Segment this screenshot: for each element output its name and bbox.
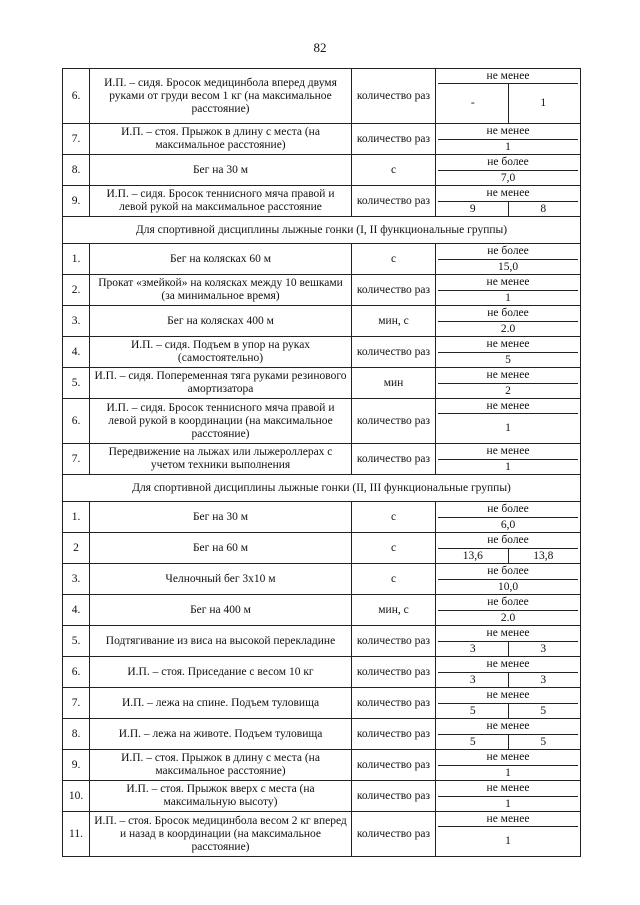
value-1: 2.0: [500, 322, 516, 335]
value-1: 1: [505, 140, 511, 153]
criterion-label: не более: [438, 533, 578, 549]
value-wrapper: [438, 306, 578, 336]
test-description: И.П. – лежа на животе. Подъем туловища: [90, 719, 352, 750]
row-number: 8.: [63, 719, 90, 750]
value-cell: [436, 186, 581, 217]
table-row: [63, 812, 581, 857]
value-wrapper: [438, 533, 578, 563]
criterion-label: не более: [438, 155, 578, 171]
value-row: [438, 766, 578, 780]
row-number: 6.: [63, 69, 90, 124]
test-description: Бег на колясках 400 м: [90, 306, 352, 337]
value-cell: [436, 155, 581, 186]
unit-cell: количество раз: [352, 812, 436, 857]
criterion-label: не менее: [438, 812, 578, 827]
value-wrapper: [438, 750, 578, 780]
criterion-label: не менее: [438, 368, 578, 384]
standards-table: [62, 68, 581, 857]
row-number: 4.: [63, 337, 90, 368]
value-1: 5: [505, 353, 511, 366]
criterion-label: не менее: [438, 719, 578, 735]
test-description: Бег на 30 м: [90, 155, 352, 186]
test-description: И.П. – сидя. Бросок медицинбола вперед двумя руками от груди весом 1 кг (на максимальное расстояние): [90, 69, 352, 124]
value-cell: [436, 306, 581, 337]
row-number: 7.: [63, 444, 90, 475]
unit-cell: с: [352, 502, 436, 533]
table-row: [63, 368, 581, 399]
section-heading: Для спортивной дисциплины лыжные гонки (II, III функциональные группы): [63, 475, 581, 502]
unit-cell: мин, с: [352, 595, 436, 626]
unit-cell: с: [352, 244, 436, 275]
value-1: 2: [505, 384, 511, 397]
value-row: [438, 797, 578, 811]
criterion-label: не более: [438, 564, 578, 580]
value-1: 2.0: [500, 611, 516, 624]
value-row: [438, 414, 578, 443]
value-cell: [436, 781, 581, 812]
value-1: 10,0: [497, 580, 519, 593]
table-body: [63, 69, 581, 857]
value-cell: [436, 124, 581, 155]
value-cell: [436, 444, 581, 475]
row-number: 2.: [63, 275, 90, 306]
test-description: И.П. – стоя. Прыжок в длину с места (на максимальное расстояние): [90, 124, 352, 155]
value-row: [438, 642, 578, 656]
value-2: 3: [508, 642, 579, 656]
value-row: [438, 673, 578, 687]
unit-cell: мин, с: [352, 306, 436, 337]
value-row: [438, 735, 578, 749]
value-cell: [436, 657, 581, 688]
unit-cell: количество раз: [352, 124, 436, 155]
value-row: [438, 580, 578, 594]
value-2: 3: [508, 673, 579, 687]
value-cell: [436, 812, 581, 857]
value-1: 5: [469, 735, 476, 748]
value-wrapper: [438, 368, 578, 398]
value-1: -: [470, 97, 475, 109]
criterion-label: не менее: [438, 444, 578, 460]
value-1: 3: [469, 673, 476, 686]
value-row: [438, 704, 578, 718]
unit-cell: количество раз: [352, 657, 436, 688]
value-cell: [436, 69, 581, 124]
value-cell: [436, 368, 581, 399]
value-cell: [436, 275, 581, 306]
criterion-label: не менее: [438, 750, 578, 766]
test-description: Бег на колясках 60 м: [90, 244, 352, 275]
row-number: 7.: [63, 124, 90, 155]
table-row: [63, 124, 581, 155]
row-number: 6.: [63, 399, 90, 444]
row-number: 7.: [63, 688, 90, 719]
value-1: 1: [505, 460, 511, 473]
section-heading: Для спортивной дисциплины лыжные гонки (I, II функциональные группы): [63, 217, 581, 244]
value-row: [438, 322, 578, 336]
test-description: И.П. – стоя. Прыжок в длину с места (на максимальное расстояние): [90, 750, 352, 781]
test-description: Бег на 30 м: [90, 502, 352, 533]
unit-cell: количество раз: [352, 337, 436, 368]
section-row: [63, 475, 581, 502]
value-cell: [436, 502, 581, 533]
value-wrapper: [438, 657, 578, 687]
value-1: 9: [469, 202, 476, 215]
value-wrapper: [438, 502, 578, 532]
value-wrapper: [438, 124, 578, 154]
criterion-label: не менее: [438, 275, 578, 291]
value-1: 15,0: [497, 260, 519, 273]
row-number: 2: [63, 533, 90, 564]
row-number: 1.: [63, 502, 90, 533]
value-row: [438, 353, 578, 367]
test-description: И.П. – стоя. Приседание с весом 10 кг: [90, 657, 352, 688]
test-description: И.П. – сидя. Попеременная тяга руками резинового амортизатора: [90, 368, 352, 399]
test-description: И.П. – лежа на спине. Подъем туловища: [90, 688, 352, 719]
value-1: 7,0: [500, 171, 516, 184]
table-row: [63, 657, 581, 688]
value-row: [438, 518, 578, 532]
table-row: [63, 155, 581, 186]
value-cell: [436, 337, 581, 368]
row-number: 5.: [63, 626, 90, 657]
value-row: [438, 827, 578, 856]
table-row: [63, 275, 581, 306]
test-description: Челночный бег 3х10 м: [90, 564, 352, 595]
value-wrapper: [438, 688, 578, 718]
unit-cell: количество раз: [352, 719, 436, 750]
row-number: 3.: [63, 306, 90, 337]
value-2: 13,8: [508, 549, 579, 563]
unit-cell: количество раз: [352, 750, 436, 781]
value-row: [438, 140, 578, 154]
criterion-label: не менее: [438, 657, 578, 673]
value-wrapper: [438, 626, 578, 656]
row-number: 10.: [63, 781, 90, 812]
value-row: [438, 260, 578, 274]
row-number: 9.: [63, 750, 90, 781]
value-wrapper: [438, 781, 578, 811]
table-row: [63, 781, 581, 812]
table-row: [63, 750, 581, 781]
value-1: 1: [505, 422, 511, 434]
value-wrapper: [438, 719, 578, 749]
test-description: Подтягивание из виса на высокой перекладине: [90, 626, 352, 657]
value-cell: [436, 595, 581, 626]
value-cell: [436, 626, 581, 657]
row-number: 4.: [63, 595, 90, 626]
value-2: 1: [508, 84, 579, 123]
table-row: [63, 564, 581, 595]
value-wrapper: [438, 244, 578, 274]
criterion-label: не менее: [438, 781, 578, 797]
table-row: [63, 186, 581, 217]
value-row: [438, 84, 578, 123]
value-1: 1: [505, 797, 511, 810]
value-1: 6,0: [500, 518, 516, 531]
criterion-label: не менее: [438, 186, 578, 202]
value-1: 1: [505, 835, 511, 847]
criterion-label: не более: [438, 595, 578, 611]
table-row: [63, 719, 581, 750]
table-row: [63, 69, 581, 124]
value-wrapper: [438, 564, 578, 594]
value-wrapper: [438, 399, 578, 443]
value-cell: [436, 750, 581, 781]
value-cell: [436, 688, 581, 719]
value-1: 5: [469, 704, 476, 717]
unit-cell: количество раз: [352, 186, 436, 217]
criterion-label: не менее: [438, 626, 578, 642]
criterion-label: не более: [438, 306, 578, 322]
table-row: [63, 688, 581, 719]
criterion-label: не менее: [438, 337, 578, 353]
table-row: [63, 444, 581, 475]
row-number: 3.: [63, 564, 90, 595]
test-description: И.П. – сидя. Бросок теннисного мяча правой и левой рукой на максимальное расстояние: [90, 186, 352, 217]
row-number: 8.: [63, 155, 90, 186]
value-cell: [436, 564, 581, 595]
page-number: 82: [313, 40, 327, 55]
value-cell: [436, 244, 581, 275]
value-1: 1: [505, 766, 511, 779]
value-row: [438, 611, 578, 625]
criterion-label: не более: [438, 244, 578, 260]
test-description: И.П. – сидя. Бросок теннисного мяча правой и левой рукой в координации (на максимальное расстояние): [90, 399, 352, 444]
value-wrapper: [438, 275, 578, 305]
table-row: [63, 533, 581, 564]
value-cell: [436, 399, 581, 444]
unit-cell: количество раз: [352, 626, 436, 657]
criterion-label: не менее: [438, 69, 578, 84]
value-cell: [436, 719, 581, 750]
table-row: [63, 337, 581, 368]
value-wrapper: [438, 444, 578, 474]
criterion-label: не менее: [438, 399, 578, 414]
criterion-label: не менее: [438, 688, 578, 704]
table-row: [63, 626, 581, 657]
value-1: 3: [469, 642, 476, 655]
unit-cell: с: [352, 564, 436, 595]
unit-cell: количество раз: [352, 275, 436, 306]
value-1: 1: [505, 291, 511, 304]
value-row: [438, 384, 578, 398]
unit-cell: мин: [352, 368, 436, 399]
table-row: [63, 502, 581, 533]
unit-cell: количество раз: [352, 69, 436, 124]
row-number: 11.: [63, 812, 90, 857]
value-2: 5: [508, 735, 579, 749]
unit-cell: количество раз: [352, 688, 436, 719]
row-number: 6.: [63, 657, 90, 688]
unit-cell: количество раз: [352, 399, 436, 444]
value-2: 8: [508, 202, 579, 216]
value-wrapper: [438, 595, 578, 625]
criterion-label: не более: [438, 502, 578, 518]
unit-cell: с: [352, 155, 436, 186]
table-row: [63, 399, 581, 444]
value-wrapper: [438, 812, 578, 856]
value-1: 13,6: [462, 549, 483, 562]
value-row: [438, 171, 578, 185]
row-number: 1.: [63, 244, 90, 275]
test-description: Бег на 400 м: [90, 595, 352, 626]
table-row: [63, 244, 581, 275]
test-description: И.П. – сидя. Подъем в упор на руках (самостоятельно): [90, 337, 352, 368]
unit-cell: количество раз: [352, 781, 436, 812]
test-description: Прокат «змейкой» на колясках между 10 вешками (за минимальное время): [90, 275, 352, 306]
value-row: [438, 202, 578, 216]
value-2: 5: [508, 704, 579, 718]
table-row: [63, 595, 581, 626]
unit-cell: количество раз: [352, 444, 436, 475]
table-row: [63, 306, 581, 337]
test-description: И.П. – стоя. Бросок медицинбола весом 2 кг вперед и назад в координации (на максимальное расстояние): [90, 812, 352, 857]
criterion-label: не менее: [438, 124, 578, 140]
value-wrapper: [438, 155, 578, 185]
test-description: Бег на 60 м: [90, 533, 352, 564]
row-number: 5.: [63, 368, 90, 399]
value-row: [438, 291, 578, 305]
value-wrapper: [438, 337, 578, 367]
value-row: [438, 549, 578, 563]
value-wrapper: [438, 69, 578, 123]
test-description: Передвижение на лыжах или лыжероллерах с учетом техники выполнения: [90, 444, 352, 475]
row-number: 9.: [63, 186, 90, 217]
section-row: [63, 217, 581, 244]
value-cell: [436, 533, 581, 564]
test-description: И.П. – стоя. Прыжок вверх с места (на максимальную высоту): [90, 781, 352, 812]
value-row: [438, 460, 578, 474]
value-wrapper: [438, 186, 578, 216]
unit-cell: с: [352, 533, 436, 564]
